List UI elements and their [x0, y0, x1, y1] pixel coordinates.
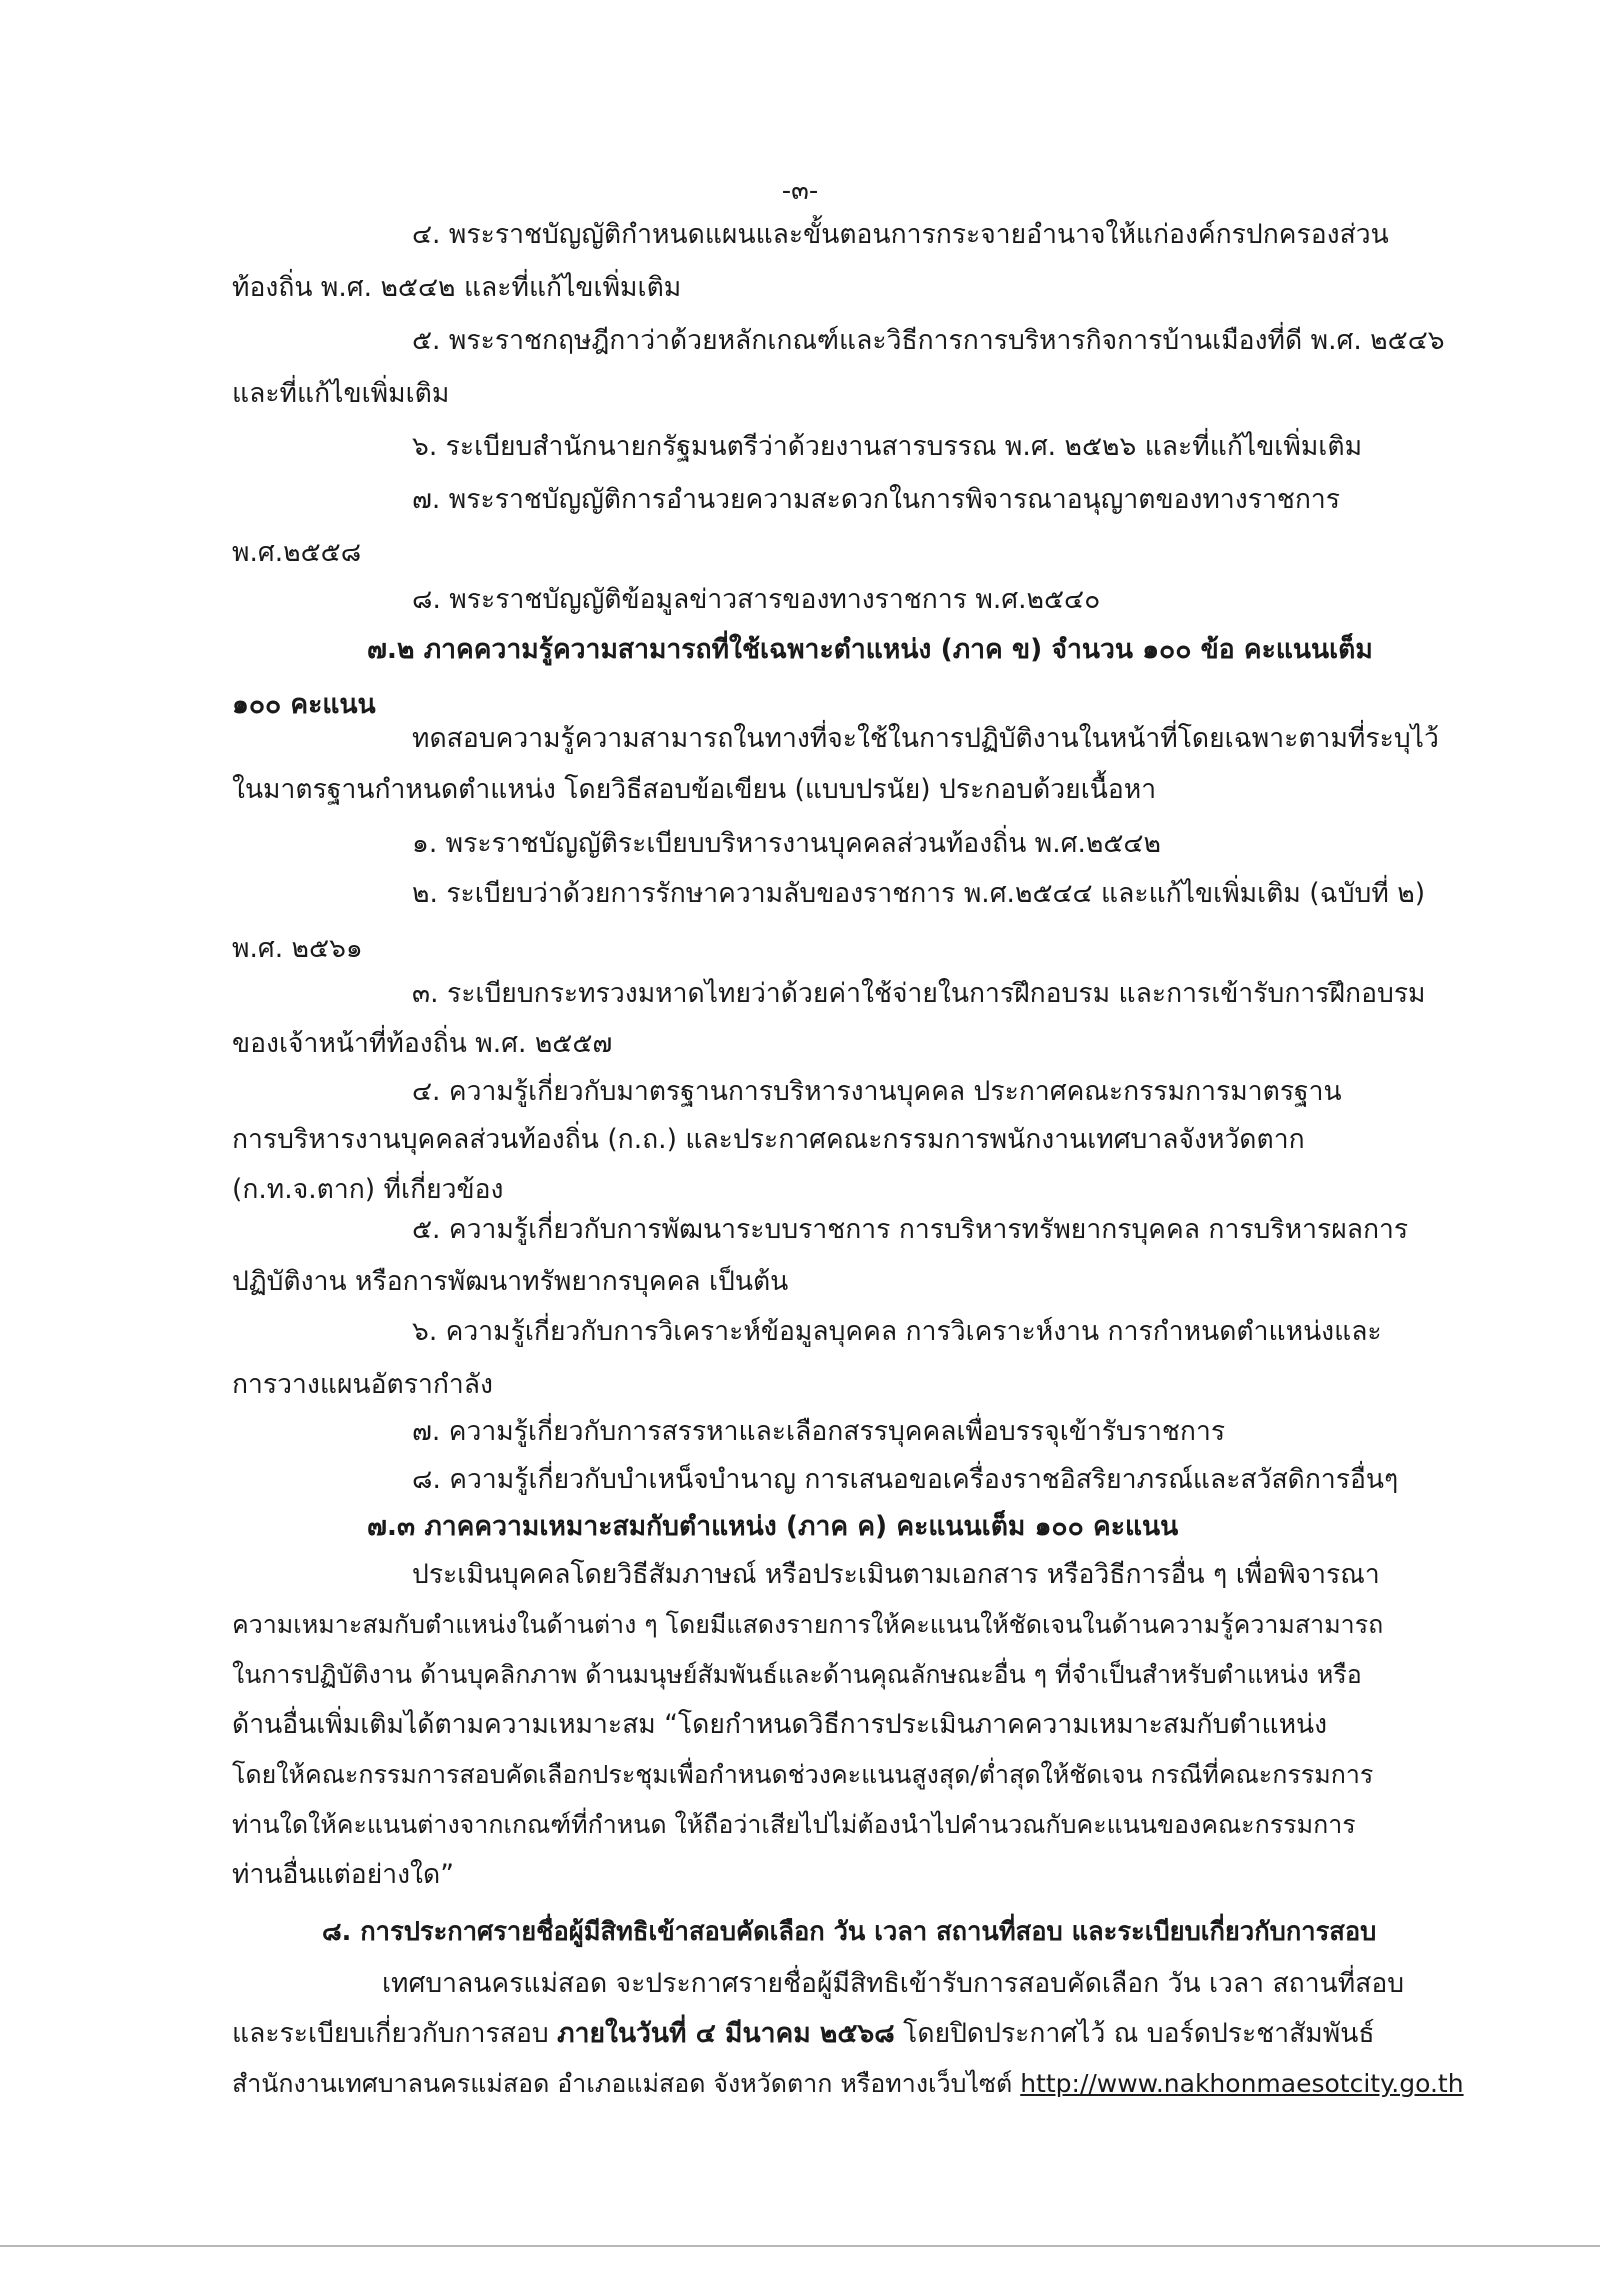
text-line: ท้องถิ่น พ.ศ. ๒๕๔๒ และที่แก้ไขเพิ่มเติม: [232, 272, 682, 303]
section-heading: ๗.๓ ภาคความเหมาะสมกับตำแหน่ง (ภาค ค) คะแนนเต็ม ๑๐๐ คะแนน: [367, 1511, 1179, 1542]
text-line: ทดสอบความรู้ความสามารถในทางที่จะใช้ในการปฏิบัติงานในหน้าที่โดยเฉพาะตามที่ระบุไว้: [412, 723, 1439, 754]
text-line: ด้านอื่นเพิ่มเติมได้ตามความเหมาะสม “โดยกำหนดวิธีการประเมินภาคความเหมาะสมกับตำแหน่ง: [232, 1709, 1328, 1740]
text-line: ๘. พระราชบัญญัติข้อมูลข่าวสารของทางราชการ พ.ศ.๒๕๔๐: [412, 584, 1101, 615]
text-line: เทศบาลนครแม่สอด จะประกาศรายชื่อผู้มีสิทธิเข้ารับการสอบคัดเลือก วัน เวลา สถานที่สอบ: [382, 1968, 1405, 1999]
text-line: ๕. พระราชกฤษฎีกาว่าด้วยหลักเกณฑ์และวิธีการการบริหารกิจการบ้านเมืองที่ดี พ.ศ. ๒๕๔๖: [412, 325, 1445, 356]
text-line: ๗. พระราชบัญญัติการอำนวยความสะดวกในการพิจารณาอนุญาตของทางราชการ: [412, 484, 1340, 515]
text-line: ท่านอื่นแต่อย่างใด”: [232, 1859, 454, 1890]
text-line: ของเจ้าหน้าที่ท้องถิ่น พ.ศ. ๒๕๕๗: [232, 1028, 613, 1059]
website-link[interactable]: http://www.nakhonmaesotcity.go.th: [1020, 2069, 1464, 2098]
text-line: ปฏิบัติงาน หรือการพัฒนาทรัพยากรบุคคล เป็นต้น: [232, 1266, 789, 1297]
text-line: ๘. ความรู้เกี่ยวกับบำเหน็จบำนาญ การเสนอขอเครื่องราชอิสริยาภรณ์และสวัสดิการอื่นๆ: [412, 1464, 1399, 1495]
text-line: ๒. ระเบียบว่าด้วยการรักษาความลับของราชการ พ.ศ.๒๕๔๔ และแก้ไขเพิ่มเติม (ฉบับที่ ๒): [412, 878, 1426, 909]
text-line: ประเมินบุคคลโดยวิธีสัมภาษณ์ หรือประเมินตามเอกสาร หรือวิธีการอื่น ๆ เพื่อพิจารณา: [412, 1559, 1380, 1590]
text-line-mixed: [232, 2017, 1375, 2051]
text-segment: และระเบียบเกี่ยวกับการสอบ: [232, 2018, 558, 2049]
text-line-mixed: [232, 2067, 1464, 2101]
text-line: พ.ศ. ๒๕๖๑: [232, 933, 363, 964]
text-line: ๓. ระเบียบกระทรวงมหาดไทยว่าด้วยค่าใช้จ่ายในการฝึกอบรม และการเข้ารับการฝึกอบรม: [412, 978, 1426, 1009]
text-line: ความเหมาะสมกับตำแหน่งในด้านต่าง ๆ โดยมีแสดงรายการให้คะแนนให้ชัดเจนในด้านความรู้ความสามารถ: [232, 1610, 1384, 1639]
text-line: ในมาตรฐานกำหนดตำแหน่ง โดยวิธีสอบข้อเขียน (แบบปรนัย) ประกอบด้วยเนื้อหา: [232, 774, 1157, 805]
scan-edge-line: [0, 2245, 1600, 2247]
text-line: ๑. พระราชบัญญัติระเบียบบริหารงานบุคคลส่วนท้องถิ่น พ.ศ.๒๕๔๒: [412, 828, 1161, 859]
text-line: ๗. ความรู้เกี่ยวกับการสรรหาและเลือกสรรบุคคลเพื่อบรรจุเข้ารับราชการ: [412, 1416, 1226, 1447]
page-number: -๓-: [781, 176, 819, 206]
text-line: ท่านใดให้คะแนนต่างจากเกณฑ์ที่กำหนด ให้ถือว่าเสียไปไม่ต้องนำไปคำนวณกับคะแนนของคณะกรรมการ: [232, 1810, 1356, 1839]
text-line: ๖. ความรู้เกี่ยวกับการวิเคราะห์ข้อมูลบุคคล การวิเคราะห์งาน การกำหนดตำแหน่งและ: [412, 1316, 1382, 1347]
text-line: (ก.ท.จ.ตาก) ที่เกี่ยวข้อง: [232, 1174, 504, 1205]
text-line: ๕. ความรู้เกี่ยวกับการพัฒนาระบบราชการ การบริหารทรัพยากรบุคคล การบริหารผลการ: [412, 1214, 1409, 1245]
text-line: ๖. ระเบียบสำนักนายกรัฐมนตรีว่าด้วยงานสารบรรณ พ.ศ. ๒๕๒๖ และที่แก้ไขเพิ่มเติม: [412, 431, 1363, 462]
text-line: พ.ศ.๒๕๕๘: [232, 537, 362, 568]
section-heading: ๗.๒ ภาคความรู้ความสามารถที่ใช้เฉพาะตำแหน่ง (ภาค ข) จำนวน ๑๐๐ ข้อ คะแนนเต็ม: [367, 634, 1373, 665]
text-line: ๔. ความรู้เกี่ยวกับมาตรฐานการบริหารงานบุคคล ประกาศคณะกรรมการมาตรฐาน: [412, 1076, 1342, 1107]
text-line: การวางแผนอัตรากำลัง: [232, 1369, 493, 1400]
text-line: โดยให้คณะกรรมการสอบคัดเลือกประชุมเพื่อกำหนดช่วงคะแนนสูงสุด/ต่ำสุดให้ชัดเจน กรณีที่คณะกรรมการ: [232, 1760, 1374, 1789]
text-line: ในการปฏิบัติงาน ด้านบุคลิกภาพ ด้านมนุษย์สัมพันธ์และด้านคุณลักษณะอื่น ๆ ที่จำเป็นสำหรับตำแหน่ง หรือ: [232, 1660, 1362, 1689]
text-segment: สำนักงานเทศบาลนครแม่สอด อำเภอแม่สอด จังหวัดตาก หรือทางเว็บไซต์: [232, 2069, 1021, 2098]
section-heading: ๘. การประกาศรายชื่อผู้มีสิทธิเข้าสอบคัดเลือก วัน เวลา สถานที่สอบ และระเบียบเกี่ยวกับการสอบ: [322, 1917, 1377, 1947]
section-heading-cont: ๑๐๐ คะแนน: [232, 689, 376, 720]
deadline-text: ภายในวันที่ ๔ มีนาคม ๒๕๖๘: [557, 2018, 895, 2049]
text-line: และที่แก้ไขเพิ่มเติม: [232, 378, 450, 409]
text-line: การบริหารงานบุคคลส่วนท้องถิ่น (ก.ถ.) และประกาศคณะกรรมการพนักงานเทศบาลจังหวัดตาก: [232, 1124, 1305, 1155]
text-line: ๔. พระราชบัญญัติกำหนดแผนและขั้นตอนการกระจายอำนาจให้แก่องค์กรปกครองส่วน: [412, 219, 1389, 250]
text-segment: โดยปิดประกาศไว้ ณ บอร์ดประชาสัมพันธ์: [894, 2018, 1375, 2049]
